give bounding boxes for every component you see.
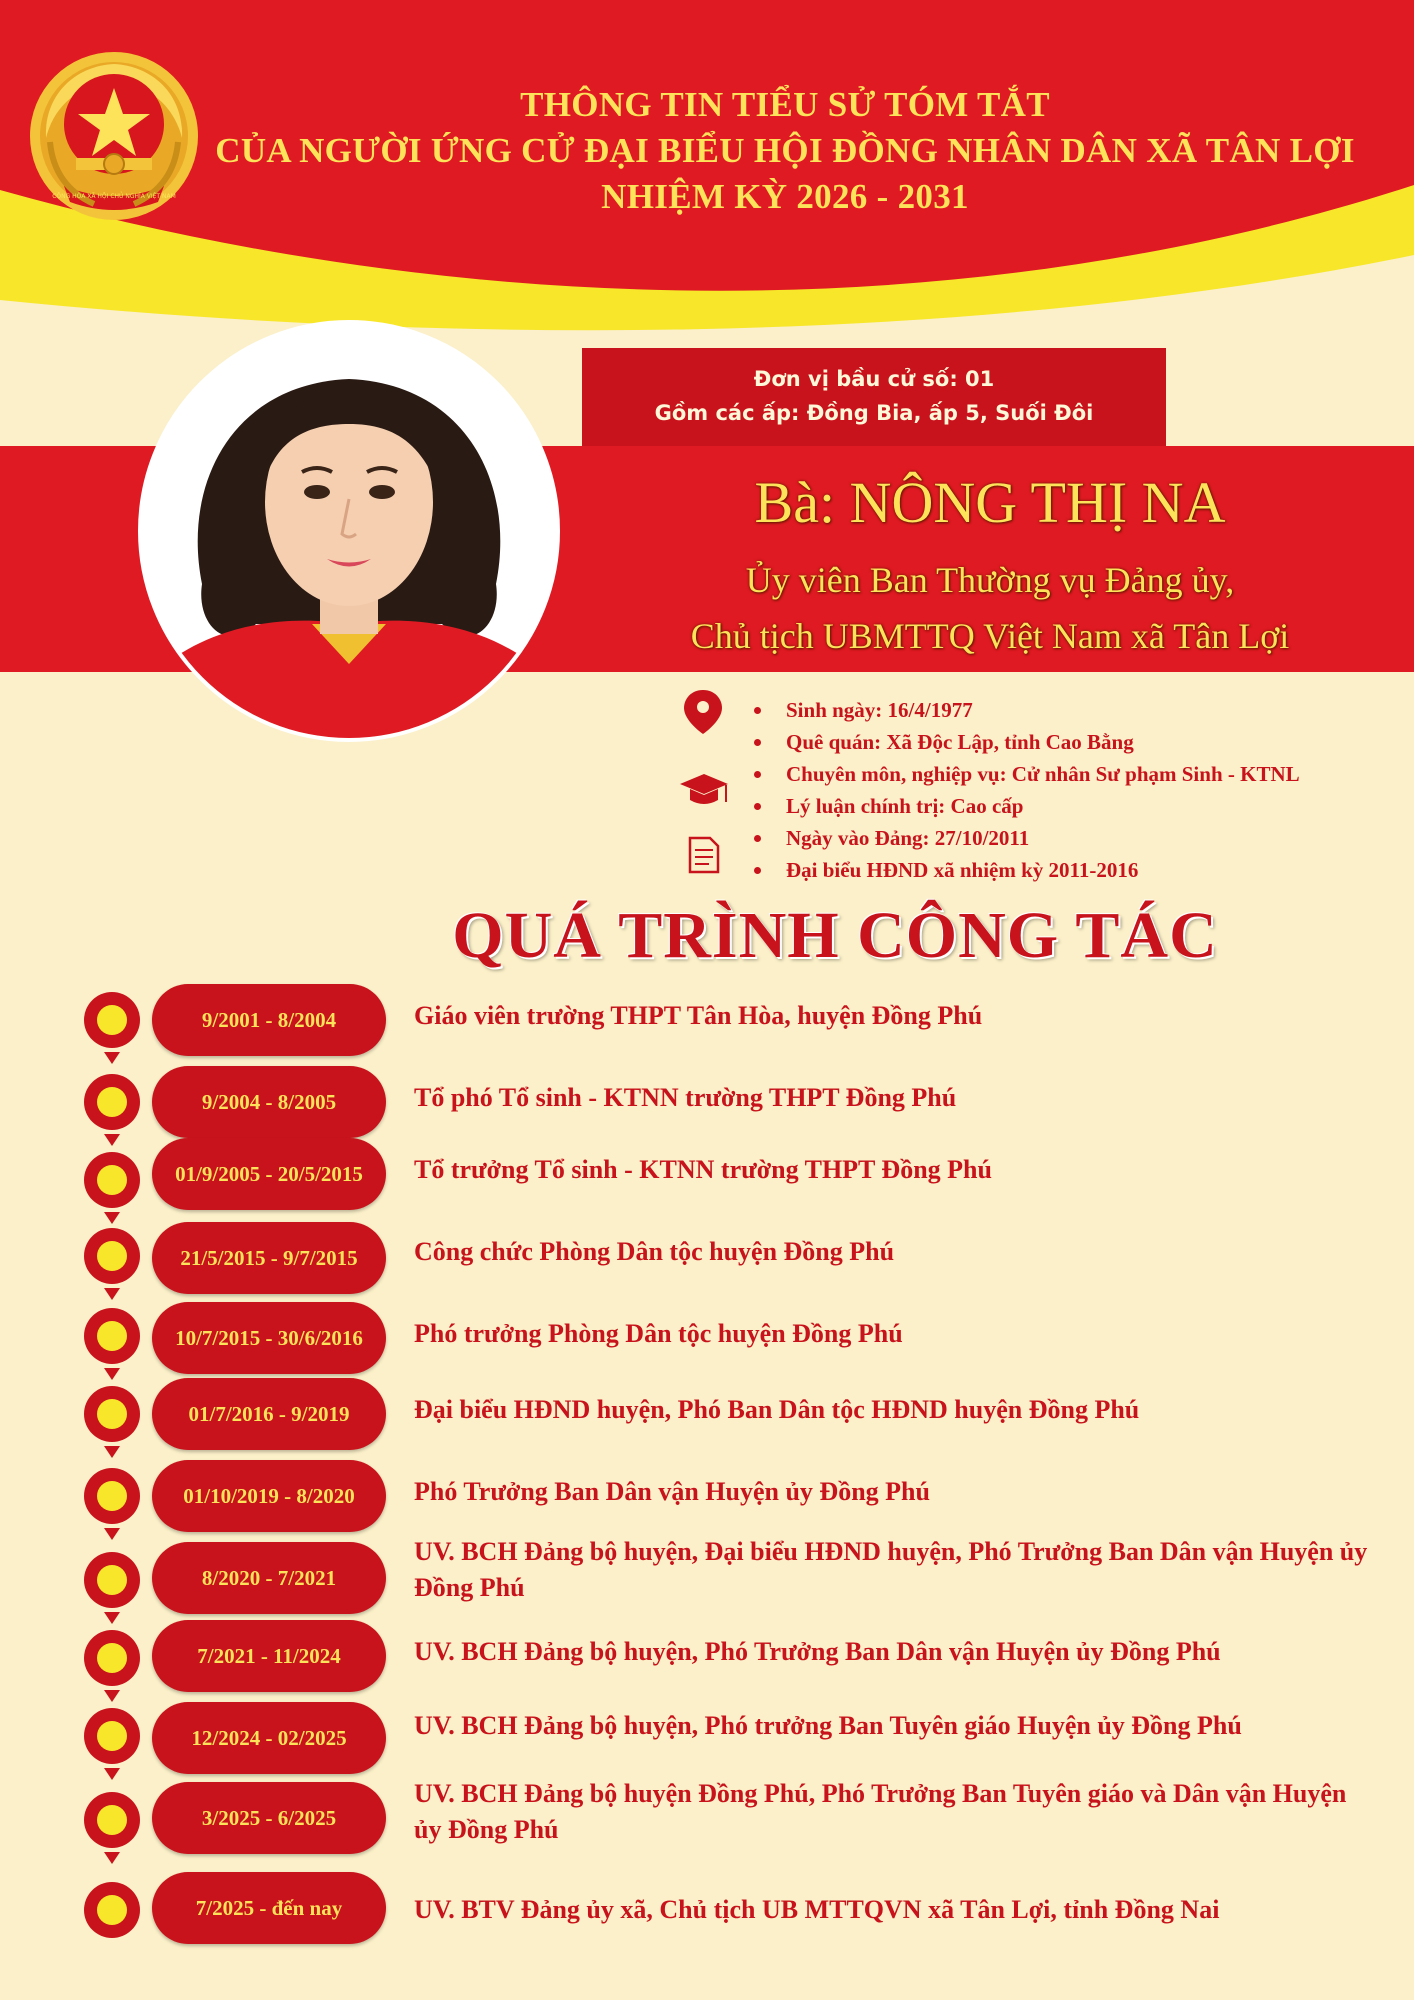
timeline-description: Phó Trưởng Ban Dân vận Huyện ủy Đồng Phú xyxy=(414,1477,930,1506)
timeline-period: 01/9/2005 - 20/5/2015 xyxy=(152,1138,386,1210)
title-line-3: NHIỆM KỲ 2026 - 2031 xyxy=(601,177,969,216)
info-qualification: Chuyên môn, nghiệp vụ: Cử nhân Sư phạm Sinh - KTNL xyxy=(754,758,1394,790)
timeline-arrow xyxy=(104,1690,120,1702)
timeline-description: Tổ trưởng Tổ sinh - KTNN trường THPT Đồng Phú xyxy=(414,1155,992,1184)
timeline-arrow xyxy=(104,1612,120,1624)
candidate-portrait xyxy=(138,320,560,742)
timeline-arrow xyxy=(104,1212,120,1224)
info-previous-term: Đại biểu HĐND xã nhiệm kỳ 2011-2016 xyxy=(754,854,1394,886)
candidate-role-line-2: Chủ tịch UBMTTQ Việt Nam xã Tân Lợi xyxy=(690,616,1290,656)
info-political-theory: Lý luận chính trị: Cao cấp xyxy=(754,790,1394,822)
title-line-1: THÔNG TIN TIỂU SỬ TÓM TẮT xyxy=(520,85,1050,124)
timeline-period: 9/2001 - 8/2004 xyxy=(152,984,386,1056)
emblem-text: CỘNG HÒA XÃ HỘI CHỦ NGHĨA VIỆT NAM xyxy=(52,193,176,200)
timeline-marker xyxy=(84,1708,140,1764)
timeline-arrow xyxy=(104,1134,120,1146)
timeline-marker xyxy=(84,1552,140,1608)
timeline-arrow xyxy=(104,1446,120,1458)
timeline-description: Công chức Phòng Dân tộc huyện Đồng Phú xyxy=(414,1237,895,1266)
candidate-role-line-1: Ủy viên Ban Thường vụ Đảng ủy, xyxy=(745,560,1235,600)
candidate-role xyxy=(600,552,1380,664)
timeline-period: 12/2024 - 02/2025 xyxy=(152,1702,386,1774)
timeline-marker xyxy=(84,1882,140,1938)
document-icon xyxy=(690,838,718,872)
timeline-marker xyxy=(84,1074,140,1130)
timeline-marker xyxy=(84,1308,140,1364)
timeline-arrow xyxy=(104,1768,120,1780)
info-icons xyxy=(676,686,736,876)
timeline-arrow xyxy=(104,1052,120,1064)
timeline-period: 21/5/2015 - 9/7/2015 xyxy=(152,1222,386,1294)
timeline-description: UV. BCH Đảng bộ huyện, Phó Trưởng Ban Dân vận Huyện ủy Đồng Phú xyxy=(414,1637,1221,1666)
timeline-period: 9/2004 - 8/2005 xyxy=(152,1066,386,1138)
timeline-marker xyxy=(84,1792,140,1848)
header-title xyxy=(170,82,1400,220)
timeline-description: Phó trưởng Phòng Dân tộc huyện Đồng Phú xyxy=(414,1319,903,1348)
timeline-period: 10/7/2015 - 30/6/2016 xyxy=(152,1302,386,1374)
timeline-markers xyxy=(70,970,160,1970)
timeline-period: 7/2025 - đến nay xyxy=(152,1872,386,1944)
timeline-description: Tổ phó Tổ sinh - KTNN trường THPT Đồng Phú xyxy=(414,1083,957,1112)
timeline-marker xyxy=(84,1386,140,1442)
timeline-period: 7/2021 - 11/2024 xyxy=(152,1620,386,1692)
timeline-description: UV. BTV Đảng ủy xã, Chủ tịch UB MTTQVN xã Tân Lợi, tỉnh Đồng Nai xyxy=(414,1895,1220,1924)
timeline-description: Đại biểu HĐND huyện, Phó Ban Dân tộc HĐND huyện Đồng Phú xyxy=(414,1395,1140,1424)
location-pin-icon xyxy=(684,690,722,734)
electoral-unit-box xyxy=(582,348,1166,446)
timeline-period: 8/2020 - 7/2021 xyxy=(152,1542,386,1614)
info-hometown: Quê quán: Xã Độc Lập, tỉnh Cao Bằng xyxy=(754,726,1394,758)
timeline-marker xyxy=(84,1152,140,1208)
timeline-period: 01/7/2016 - 9/2019 xyxy=(152,1378,386,1450)
timeline-marker xyxy=(84,992,140,1048)
timeline-arrow xyxy=(104,1852,120,1864)
section-title: QUÁ TRÌNH CÔNG TÁC xyxy=(452,899,1218,972)
timeline-marker xyxy=(84,1228,140,1284)
timeline-description: UV. BCH Đảng bộ huyện, Đại biểu HĐND huyện, Phó Trưởng Ban Dân vận Huyện ủy Đồng Phú xyxy=(414,1537,1368,1602)
title-line-2: CỦA NGƯỜI ỨNG CỬ ĐẠI BIỂU HỘI ĐỒNG NHÂN DÂN XÃ TÂN LỢI xyxy=(215,131,1355,170)
timeline-arrow xyxy=(104,1368,120,1380)
timeline-description: UV. BCH Đảng bộ huyện, Phó trưởng Ban Tuyên giáo Huyện ủy Đồng Phú xyxy=(414,1711,1242,1740)
timeline-period: 01/10/2019 - 8/2020 xyxy=(152,1460,386,1532)
timeline-arrow xyxy=(104,1288,120,1300)
electoral-unit-hamlets: Gồm các ấp: Đồng Bia, ấp 5, Suối Đôi xyxy=(654,401,1094,425)
info-party-entry-date: Ngày vào Đảng: 27/10/2011 xyxy=(754,822,1394,854)
timeline-marker xyxy=(84,1468,140,1524)
candidate-info-list xyxy=(754,694,1394,886)
timeline-period: 3/2025 - 6/2025 xyxy=(152,1782,386,1854)
electoral-unit-number: Đơn vị bầu cử số: 01 xyxy=(753,367,995,391)
timeline-arrow xyxy=(104,1528,120,1540)
candidate-name: Bà: NÔNG THỊ NA xyxy=(754,470,1226,535)
timeline-description: Giáo viên trường THPT Tân Hòa, huyện Đồng Phú xyxy=(414,1001,983,1030)
info-birth-date: Sinh ngày: 16/4/1977 xyxy=(754,694,1394,726)
timeline-marker xyxy=(84,1630,140,1686)
timeline-description: UV. BCH Đảng bộ huyện Đồng Phú, Phó Trưởng Ban Tuyên giáo và Dân vận Huyện ủy Đồng Phú xyxy=(414,1779,1347,1844)
graduation-cap-icon xyxy=(680,774,728,804)
